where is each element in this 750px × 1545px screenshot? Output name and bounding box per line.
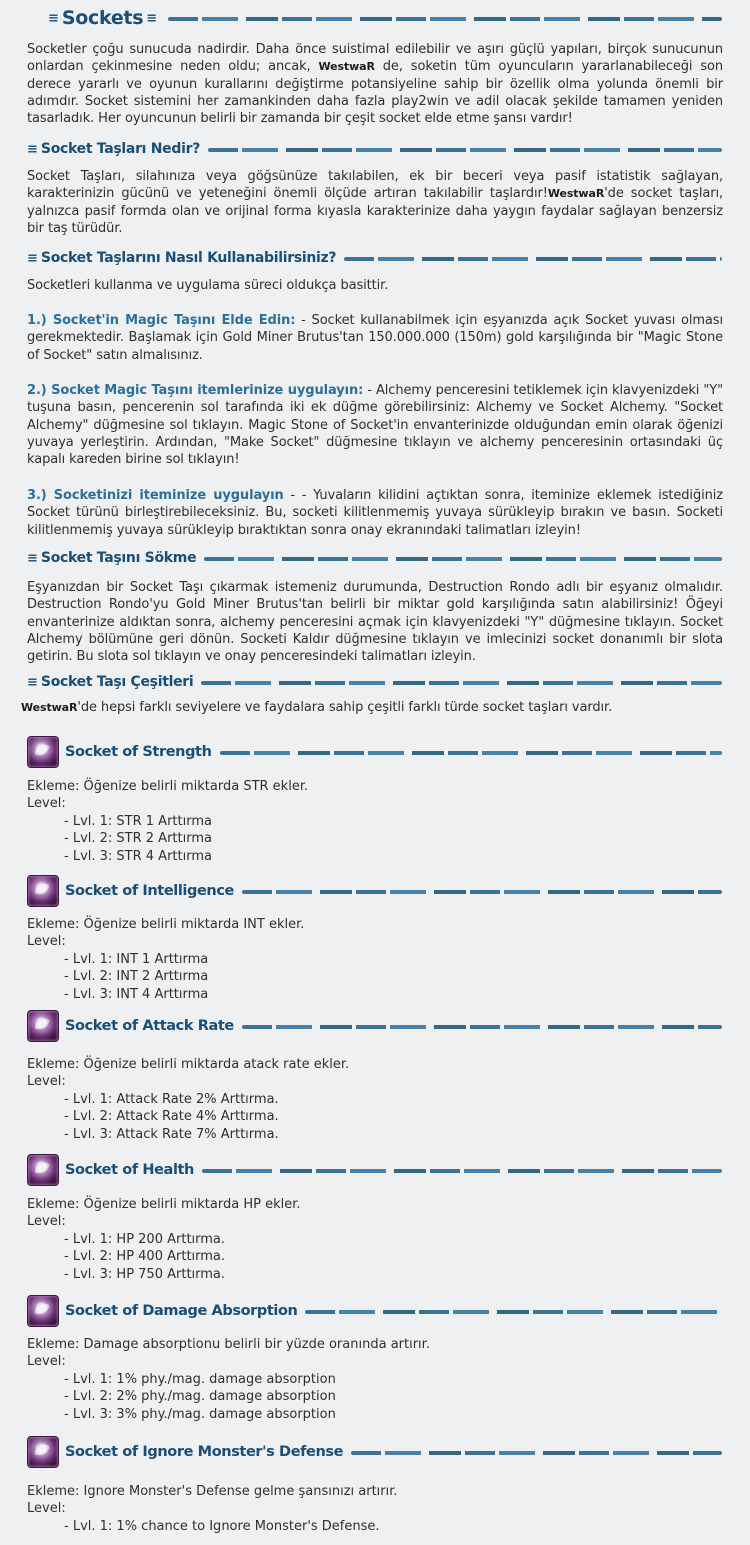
how-step-2 [27, 382, 723, 468]
level-item: - Lvl. 1: HP 200 Arttırma. [64, 1231, 226, 1247]
level-item: - Lvl. 1: STR 1 Arttırma [64, 813, 212, 829]
step-3-text: - - Yuvaların kilidini açtıktan sonra, iteminize eklemek istediğiniz Socket türünü birleştirebileceksiniz. Bu, socketi kilitlenmemiş yuvaya sürükleyip bırakın ve basın. Socketi kilitlenmemiş yuvaya sürükleyip bıraktıktan sonra onay ekranındaki talimatları izleyin! [27, 488, 723, 538]
level-item: - Lvl. 3: STR 4 Arttırma [64, 848, 212, 864]
intro-text-2: de, soketin tüm oyuncuların yararlanabileceği son derece yararlı ve oyunun kurallarını değiştirme potansiyeline sahip bir özellik olma yolunda önemli bir adımdır. Socket sistemini her zamankinden daha fazla play2win ve adil olacak şekilde tamamen yeniden tasarladık. Her oyuncunun belirli bir zamanda bir çeşit socket elde etme şansı vardır! [27, 59, 723, 127]
socket-ignore-defense-body [27, 1483, 398, 1535]
level-label: Level: [27, 1501, 66, 1517]
remove-heading-text: Socket Taşını Sökme [40, 550, 197, 566]
types-text: 'de hepsi farklı seviyelere ve faydalara sahip çeşitli farklı türde socket taşları vardır. [77, 700, 613, 715]
heading-divider [168, 17, 722, 21]
level-item: - Lvl. 2: INT 2 Arttırma [64, 969, 209, 985]
menu-lines-icon: ≡ [27, 550, 38, 566]
types-paragraph [21, 699, 717, 716]
level-item: - Lvl. 1: 1% chance to Ignore Monster's Defense. [64, 1518, 380, 1534]
brand-name: WestwaR [547, 187, 605, 201]
socket-strength-body [27, 778, 308, 865]
brand-name: WestwaR [21, 701, 78, 714]
socket-health-body [27, 1196, 301, 1283]
how-step-1 [27, 312, 723, 364]
socket-description: Ekleme: Öğenize belirli miktarda STR ekler. [27, 779, 309, 794]
socket-intelligence-body [27, 916, 304, 1003]
level-label: Level: [27, 796, 66, 812]
heading-divider [242, 1025, 722, 1029]
remove-paragraph: Eşyanızdan bir Socket Taşı çıkarmak istemeniz durumunda, Destruction Rondo adlı bir eşyanız olmalıdır. Destruction Rondo'yu Gold Miner Brutus'tan belirli bir miktar gold karşılığında satın alabilirsiniz! Öğeyi envanterinize aldıktan sonra, alchemy penceresini açmak için klavyenizdeki "Y" düğmesine tıklayın. Socket Alchemy bölümüne geri dönün. Socketi Kaldır düğmesine tıklayın ve imlecinizi socket donanımlı bir slota getirin. Bu slota sol tıklayın ve onay penceresindeki talimatları izleyin. [27, 580, 723, 665]
heading-divider [242, 890, 722, 894]
what-text-1: Socket Taşları, silahınıza veya göğsünüze takılabilen, ek bir beceri veya pasif istatistik sağlayan, karakterinizin gücünü ve yeteneğini önemli ölçüde artıran takılabilir taşlardır! [27, 169, 723, 202]
socket-gem-icon [27, 1436, 59, 1468]
level-list [64, 1091, 349, 1143]
socket-title: Socket of Ignore Monster's Defense [65, 1444, 344, 1460]
types-heading-text: Socket Taşı Çeşitleri [40, 674, 194, 690]
intro-paragraph [27, 41, 723, 127]
socket-gem-icon [27, 1295, 59, 1327]
heading-divider [208, 148, 722, 152]
level-list [64, 1231, 301, 1283]
heading-divider [344, 257, 722, 261]
socket-title: Socket of Intelligence [65, 883, 234, 899]
socket-description: Ekleme: Öğenize belirli miktarda INT ekler. [27, 917, 305, 932]
level-item: - Lvl. 2: 2% phy./mag. damage absorption [64, 1389, 336, 1405]
menu-lines-icon: ≡ [48, 10, 59, 26]
menu-lines-icon: ≡ [146, 10, 158, 26]
step-3-lead: 3.) Socketinizi iteminize uygulayın [27, 488, 284, 503]
what-heading [27, 139, 722, 159]
what-heading-text: Socket Taşları Nedir? [40, 141, 201, 157]
step-1-lead: 1.) Socket'in Magic Taşını Elde Edin: [27, 313, 296, 328]
socket-damage-absorption-body [27, 1336, 430, 1423]
socket-gem-icon [27, 875, 59, 907]
socket-title: Socket of Health [65, 1162, 194, 1178]
level-item: - Lvl. 3: Attack Rate 7% Arttırma. [64, 1126, 279, 1142]
intro-text-1: Socketler çoğu sunucuda nadirdir. Daha önce suistimal edilebilir ve aşırı güçlü yapıları, birçok sunucunun onlardan çekinmesine neden oldu; ancak, [27, 42, 723, 75]
socket-description: Ekleme: Öğenize belirli miktarda atack rate ekler. [27, 1057, 350, 1072]
socket-ignore-defense-header [27, 1437, 722, 1467]
socket-damage-absorption-header [27, 1296, 722, 1326]
socket-health-header [27, 1155, 722, 1185]
level-label: Level: [27, 934, 66, 950]
level-list [64, 1518, 398, 1535]
level-label: Level: [27, 1354, 66, 1370]
socket-title: Socket of Attack Rate [65, 1018, 234, 1034]
socket-description: Ekleme: Damage absorptionu belirli bir yüzde oranında artırır. [27, 1337, 430, 1352]
what-paragraph [27, 168, 723, 237]
socket-title: Socket of Strength [65, 744, 212, 760]
what-text-2: 'de socket taşları, yalnızca pasif formda olan ve orijinal forma kıyasla karakterinize daha yaygın faydalar sağlayan benzersiz bir taş türüdür. [27, 186, 723, 236]
brand-name: WestwaR [318, 60, 375, 74]
menu-lines-icon: ≡ [27, 250, 38, 266]
socket-description: Ekleme: Öğenize belirli miktarda HP ekler. [27, 1197, 301, 1212]
level-list [64, 951, 304, 1003]
level-label: Level: [27, 1074, 66, 1090]
socket-gem-icon [27, 736, 59, 768]
socket-gem-icon [27, 1154, 59, 1186]
socket-title: Socket of Damage Absorption [65, 1303, 298, 1319]
heading-divider [202, 1169, 722, 1173]
heading-divider [305, 1310, 722, 1314]
level-item: - Lvl. 1: 1% phy./mag. damage absorption [64, 1371, 336, 1387]
how-heading [27, 248, 722, 268]
how-heading-text: Socket Taşlarını Nasıl Kullanabilirsiniz? [40, 250, 337, 266]
sockets-heading [48, 6, 722, 30]
socket-description: Ekleme: Ignore Monster's Defense gelme şansınızı artırır. [27, 1484, 398, 1499]
heading-divider [351, 1451, 722, 1455]
level-label: Level: [27, 1214, 66, 1230]
level-item: - Lvl. 1: Attack Rate 2% Arttırma. [64, 1091, 279, 1107]
level-list [64, 813, 308, 865]
how-intro: Socketleri kullanma ve uygulama süreci oldukça basittir. [27, 278, 389, 293]
level-item: - Lvl. 2: STR 2 Arttırma [64, 831, 212, 847]
how-step-3 [27, 487, 723, 539]
heading-divider [220, 751, 722, 755]
level-item: - Lvl. 1: INT 1 Arttırma [64, 951, 209, 967]
heading-divider [204, 557, 722, 561]
step-2-lead: 2.) Socket Magic Taşını itemlerinize uygulayın: [27, 383, 364, 398]
remove-heading [27, 548, 722, 568]
socket-strength-header [27, 737, 722, 767]
level-item: - Lvl. 3: INT 4 Arttırma [64, 986, 209, 1002]
menu-lines-icon: ≡ [27, 674, 38, 690]
level-item: - Lvl. 3: HP 750 Arttırma. [64, 1266, 226, 1282]
level-item: - Lvl. 3: 3% phy./mag. damage absorption [64, 1406, 336, 1422]
step-2-text: - Alchemy penceresini tetiklemek için klavyenizdeki "Y" tuşuna basın, pencerenin sol tarafında iki ek düğme görebilirsiniz: Alchemy ve Socket Alchemy. "Socket Alchemy" düğmesine sol tıklayın. Magic Stone of Socket'in envanterinizde olduğundan emin olarak öğenizi yuvaya yerleştirin. Ardından, "Make Socket" düğmesine tıklayın ve alchemy penceresinin ortasındaki üç kapalı kareden birine sol tıklayın! [27, 383, 723, 468]
socket-attack-rate-body [27, 1056, 349, 1143]
level-item: - Lvl. 2: Attack Rate 4% Arttırma. [64, 1109, 279, 1125]
level-item: - Lvl. 2: HP 400 Arttırma. [64, 1249, 226, 1265]
sockets-heading-text: Sockets [61, 7, 144, 29]
menu-lines-icon: ≡ [27, 141, 38, 157]
step-1-text: - Socket kullanabilmek için eşyanızda açık Socket yuvası olması gerekmektedir. Başlamak için Gold Miner Brutus'tan 150.000.000 (150m) gold karşılığında bir "Magic Stone of Socket" satın almalısınız. [27, 313, 723, 363]
socket-attack-rate-header [27, 1011, 722, 1041]
types-heading [27, 672, 722, 692]
heading-divider [201, 681, 722, 685]
level-list [64, 1371, 430, 1423]
socket-intelligence-header [27, 876, 722, 906]
socket-gem-icon [27, 1010, 59, 1042]
